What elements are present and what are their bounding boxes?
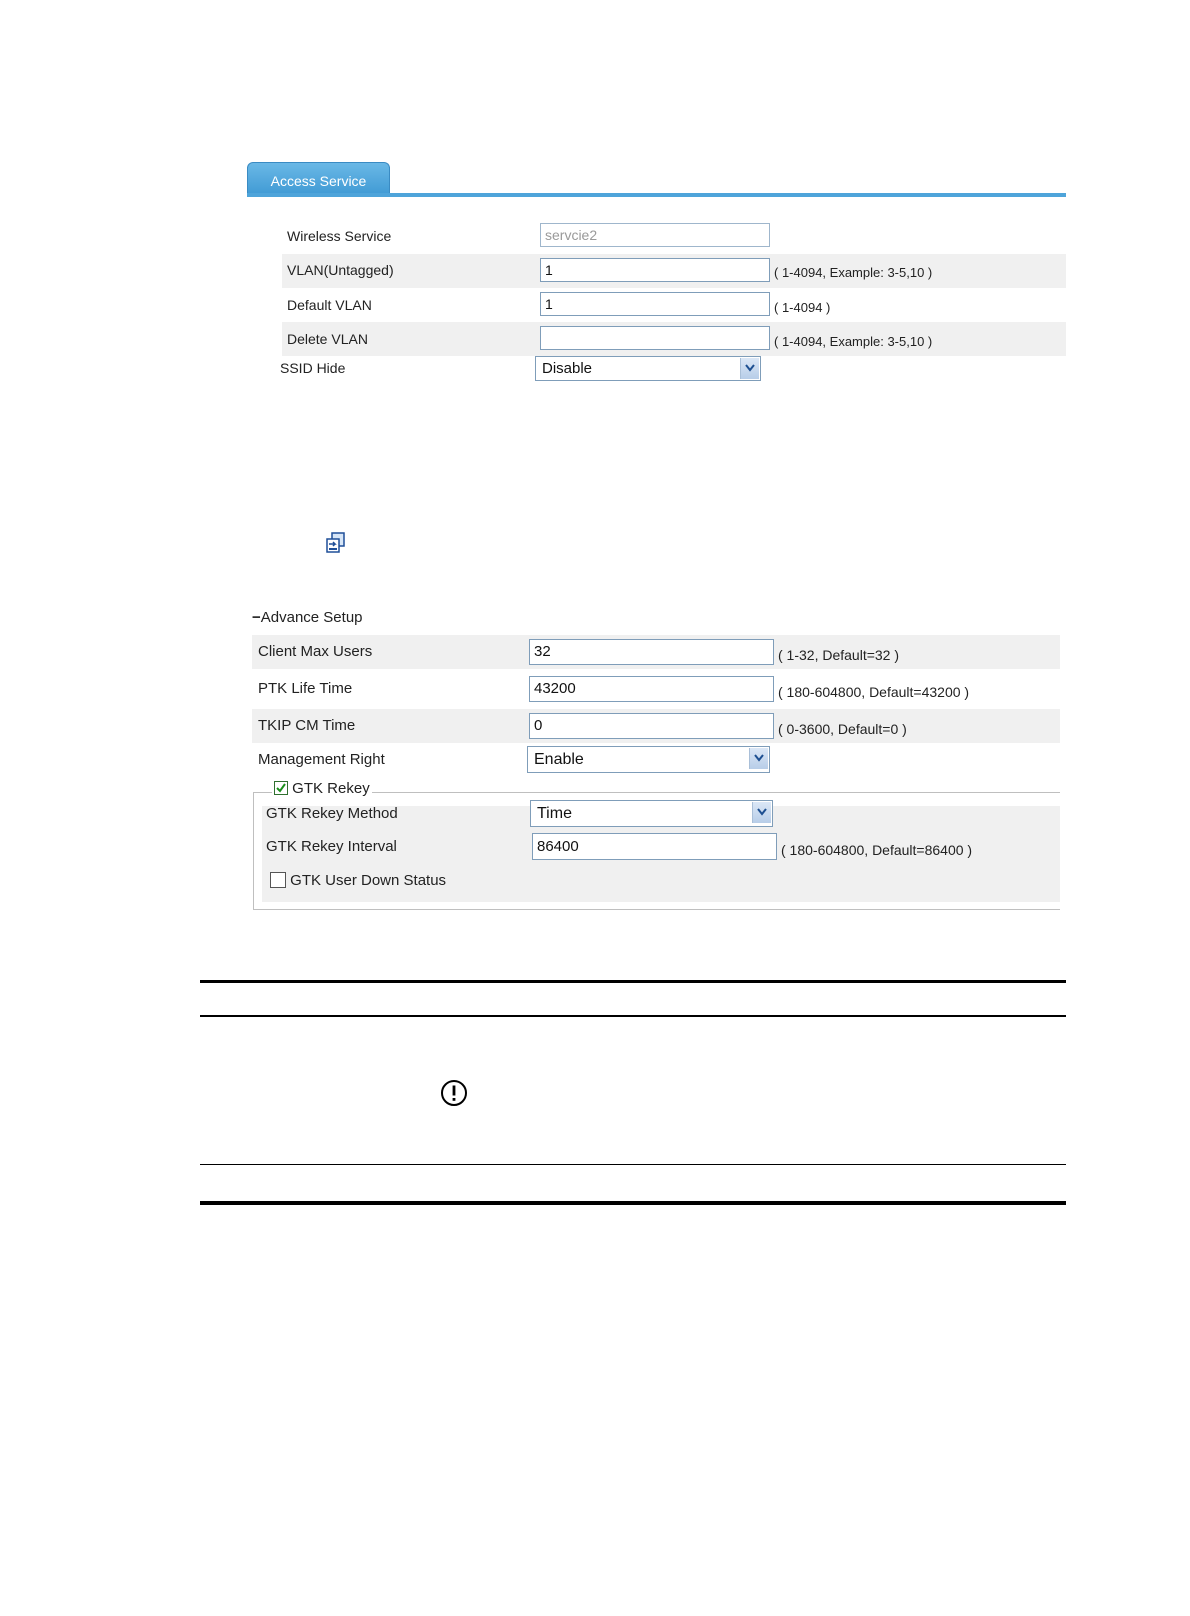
- checkmark-icon: [275, 782, 287, 794]
- delete-vlan-hint: ( 1-4094, Example: 3-5,10 ): [774, 334, 933, 349]
- gtk-rekey-legend: [272, 780, 372, 800]
- gtk-user-down-status-checkbox[interactable]: [270, 872, 286, 888]
- ptk-life-time-label: PTK Life Time: [258, 680, 353, 697]
- apply-icon: [325, 532, 347, 554]
- advance-setup-header[interactable]: [252, 609, 363, 626]
- ssid-hide-select[interactable]: [535, 356, 761, 381]
- tkip-cm-time-hint: ( 0-3600, Default=0 ): [778, 721, 907, 737]
- gtk-rekey-interval-input[interactable]: 86400: [532, 833, 777, 860]
- default-vlan-input[interactable]: 1: [540, 292, 770, 316]
- ssid-hide-value: Disable: [542, 360, 593, 377]
- ptk-life-time-hint: ( 180-604800, Default=43200 ): [778, 684, 970, 700]
- delete-vlan-label: Delete VLAN: [287, 331, 368, 347]
- ptk-life-time-row: [252, 672, 1060, 706]
- ssid-hide-label: SSID Hide: [280, 360, 346, 376]
- default-vlan-label: Default VLAN: [287, 297, 372, 313]
- wireless-service-row: [282, 220, 1066, 254]
- vlan-untagged-input[interactable]: 1: [540, 258, 770, 282]
- delete-vlan-row: [282, 322, 1066, 356]
- tkip-cm-time-input[interactable]: 0: [529, 713, 774, 739]
- wireless-service-input[interactable]: servcie2: [540, 223, 770, 247]
- management-right-select[interactable]: [527, 746, 770, 773]
- exclamation-circle-icon: [440, 1079, 468, 1107]
- ptk-life-time-input[interactable]: 43200: [529, 676, 774, 702]
- chevron-down-icon[interactable]: [752, 802, 771, 823]
- chevron-down-icon[interactable]: [749, 748, 768, 769]
- gtk-rekey-interval-hint: ( 180-604800, Default=86400 ): [781, 842, 973, 858]
- default-vlan-row: [282, 288, 1066, 322]
- client-max-users-input[interactable]: 32: [529, 639, 774, 665]
- tab-underline: [247, 193, 1066, 197]
- gtk-user-down-status: [270, 872, 446, 889]
- delete-vlan-input[interactable]: [540, 326, 770, 350]
- vlan-untagged-hint: ( 1-4094, Example: 3-5,10 ): [774, 265, 933, 280]
- note-bottom-thin-rule: [200, 1164, 1066, 1165]
- gtk-rekey-checkbox[interactable]: [274, 781, 288, 795]
- gtk-rekey-method-label: GTK Rekey Method: [266, 805, 398, 822]
- gtk-rekey-method-select[interactable]: [530, 800, 773, 827]
- client-max-users-hint: ( 1-32, Default=32 ): [778, 647, 900, 663]
- tab-access-service[interactable]: Access Service: [247, 162, 390, 197]
- note-header-rule: [200, 1015, 1066, 1017]
- default-vlan-hint: ( 1-4094 ): [774, 300, 831, 315]
- vlan-untagged-row: [282, 254, 1066, 288]
- client-max-users-row: [252, 635, 1060, 669]
- advance-setup-title: Advance Setup: [260, 609, 363, 626]
- tkip-cm-time-label: TKIP CM Time: [258, 717, 356, 734]
- management-right-value: Enable: [534, 751, 584, 768]
- gtk-user-down-status-label: GTK User Down Status: [290, 872, 447, 889]
- gtk-rekey-method-value: Time: [537, 805, 572, 822]
- gtk-rekey-label: GTK Rekey: [292, 780, 370, 797]
- gtk-rekey-interval-label: GTK Rekey Interval: [266, 838, 397, 855]
- collapse-icon[interactable]: −: [252, 609, 261, 626]
- chevron-down-icon[interactable]: [740, 358, 759, 379]
- note-bottom-rule: [200, 1201, 1066, 1205]
- note-top-rule: [200, 980, 1066, 983]
- wireless-service-label: Wireless Service: [287, 228, 392, 244]
- management-right-label: Management Right: [258, 751, 385, 768]
- vlan-untagged-label: VLAN(Untagged): [287, 262, 394, 278]
- client-max-users-label: Client Max Users: [258, 643, 373, 660]
- tkip-cm-time-row: [252, 709, 1060, 743]
